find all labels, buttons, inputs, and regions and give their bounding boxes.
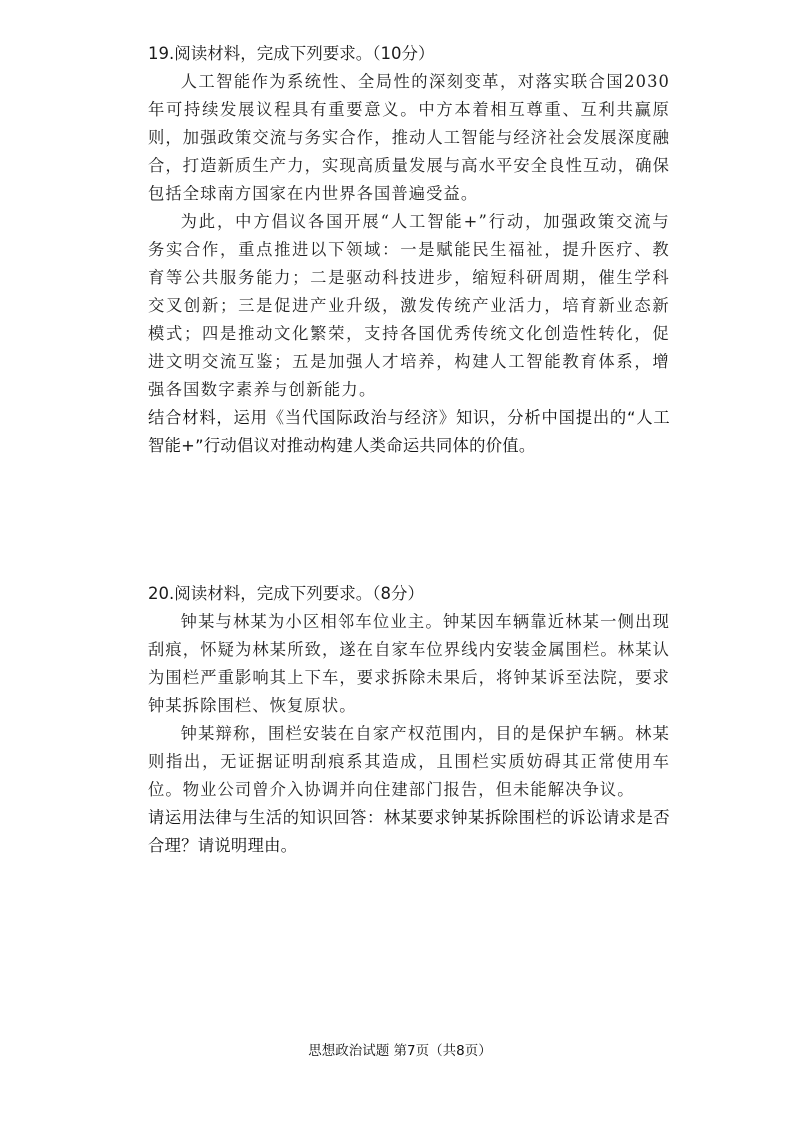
question-19 [148,40,670,460]
question-20-prompt: 请运用法律与生活的知识回答：林某要求钟某拆除围栏的诉讼请求是否合理？请说明理由。 [148,808,670,855]
question-19-prompt: 结合材料，运用《当代国际政治与经济》知识，分析中国提出的“人工智能+”行动倡议对推动构建人类命运共同体的价值。 [148,408,670,455]
page-footer: 思想政治试题 第7页（共8页） [308,1043,492,1059]
question-20-material-paragraph-1: 钟某与林某为小区相邻车位业主。钟某因车辆靠近林某一侧出现刮痕，怀疑为林某所致，遂在自家车位界线内安装金属围栏。林某认为围栏严重影响其上下车，要求拆除未果后，将钟某诉至法院，要求钟某拆除围栏、恢复原状。 [148,612,670,715]
question-20-material-paragraph-2: 钟某辩称，围栏安装在自家产权范围内，目的是保护车辆。林某则指出，无证据证明刮痕系其造成，且围栏实质妨碍其正常使用车位。物业公司曾介入协调并向住建部门报告，但未能解决争议。 [148,724,670,799]
question-19-title: 19.阅读材料，完成下列要求。（10分） [148,44,435,63]
question-20-title: 20.阅读材料，完成下列要求。（8分） [148,584,424,603]
question-20 [148,580,670,860]
question-19-material-paragraph-1: 人工智能作为系统性、全局性的深刻变革，对落实联合国2030年可持续发展议程具有重要意义。中方本着相互尊重、互利共赢原则，加强政策交流与务实合作，推动人工智能与经济社会发展深度融合，打造新质生产力，实现高质量发展与高水平安全良性互动，确保包括全球南方国家在内世界各国普遍受益。 [148,72,670,203]
question-19-material-paragraph-2: 为此，中方倡议各国开展“人工智能+”行动，加强政策交流与务实合作，重点推进以下领域：一是赋能民生福祉，提升医疗、教育等公共服务能力；二是驱动科技进步，缩短科研周期，催生学科交叉创新；三是促进产业升级，激发传统产业活力，培育新业态新模式；四是推动文化繁荣，支持各国优秀传统文化创造性转化，促进文明交流互鉴；五是加强人才培养，构建人工智能教育体系，增强各国数字素养与创新能力。 [148,212,670,399]
